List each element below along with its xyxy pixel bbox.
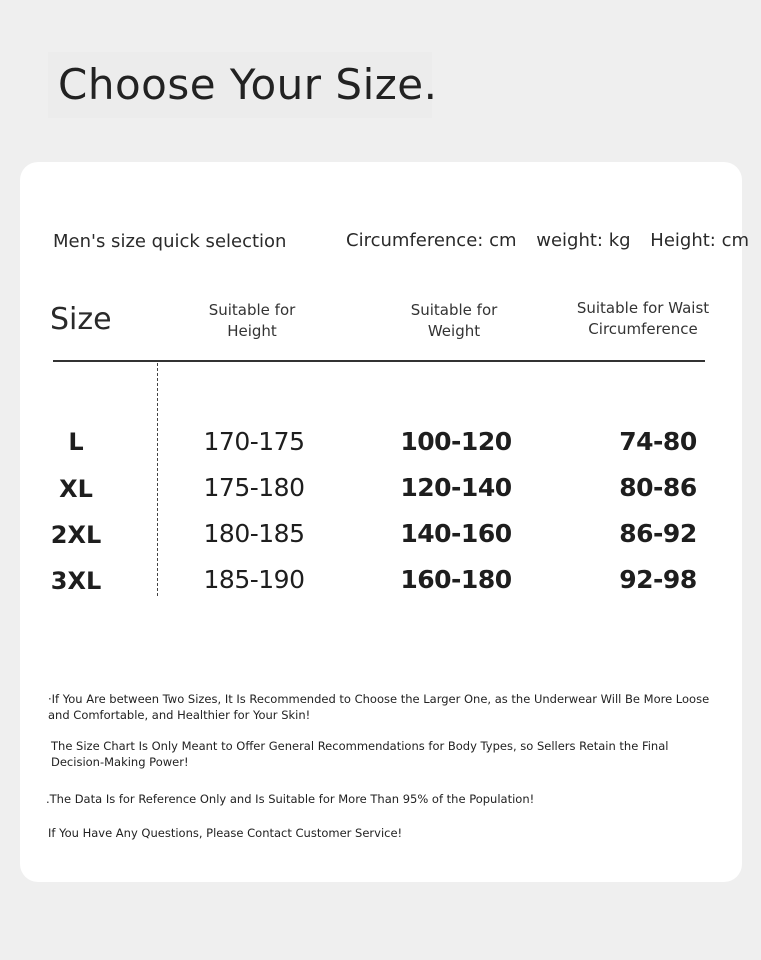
header-waist: Suitable for Waist Circumference	[576, 299, 710, 338]
row-weight: 160-180	[400, 565, 512, 594]
note-larger-size: ·If You Are between Two Sizes, It Is Recommended to Choose the Larger One, as the Underwear Will Be More Loose and Comfortable, and Healthier for Your Skin!	[48, 692, 710, 722]
row-size: 3XL	[50, 567, 102, 595]
unit-circumference: Circumference: cm	[346, 230, 517, 251]
unit-weight: weight: kg	[536, 230, 631, 251]
units-legend	[346, 230, 749, 251]
row-waist: 80-86	[619, 473, 697, 502]
row-size: 2XL	[50, 521, 102, 549]
row-weight: 100-120	[400, 427, 512, 456]
row-size: XL	[59, 475, 93, 503]
unit-height: Height: cm	[650, 230, 750, 251]
note-reference-only: .The Data Is for Reference Only and Is Suitable for More Than 95% of the Population!	[46, 792, 535, 806]
row-height: 175-180	[203, 473, 305, 502]
row-waist: 86-92	[619, 519, 697, 548]
row-size: L	[68, 428, 84, 456]
note-contact-service: If You Have Any Questions, Please Contact Customer Service!	[48, 826, 403, 840]
header-weight: Suitable for Weight	[410, 301, 498, 340]
note-general-recommendation: The Size Chart Is Only Meant to Offer General Recommendations for Body Types, so Sellers Retain the Final Decision-Making Power!	[51, 739, 669, 769]
row-weight: 140-160	[400, 519, 512, 548]
quick-selection-label: Men's size quick selection	[53, 231, 287, 252]
row-height: 170-175	[203, 427, 305, 456]
row-weight: 120-140	[400, 473, 512, 502]
row-waist: 92-98	[619, 565, 697, 594]
row-height: 180-185	[203, 519, 305, 548]
page-title: Choose Your Size.	[58, 60, 438, 109]
header-size: Size	[50, 302, 112, 337]
header-divider	[53, 360, 705, 362]
header-height: Suitable for Height	[208, 301, 296, 340]
column-divider	[157, 363, 158, 596]
row-waist: 74-80	[619, 427, 697, 456]
row-height: 185-190	[203, 565, 305, 594]
